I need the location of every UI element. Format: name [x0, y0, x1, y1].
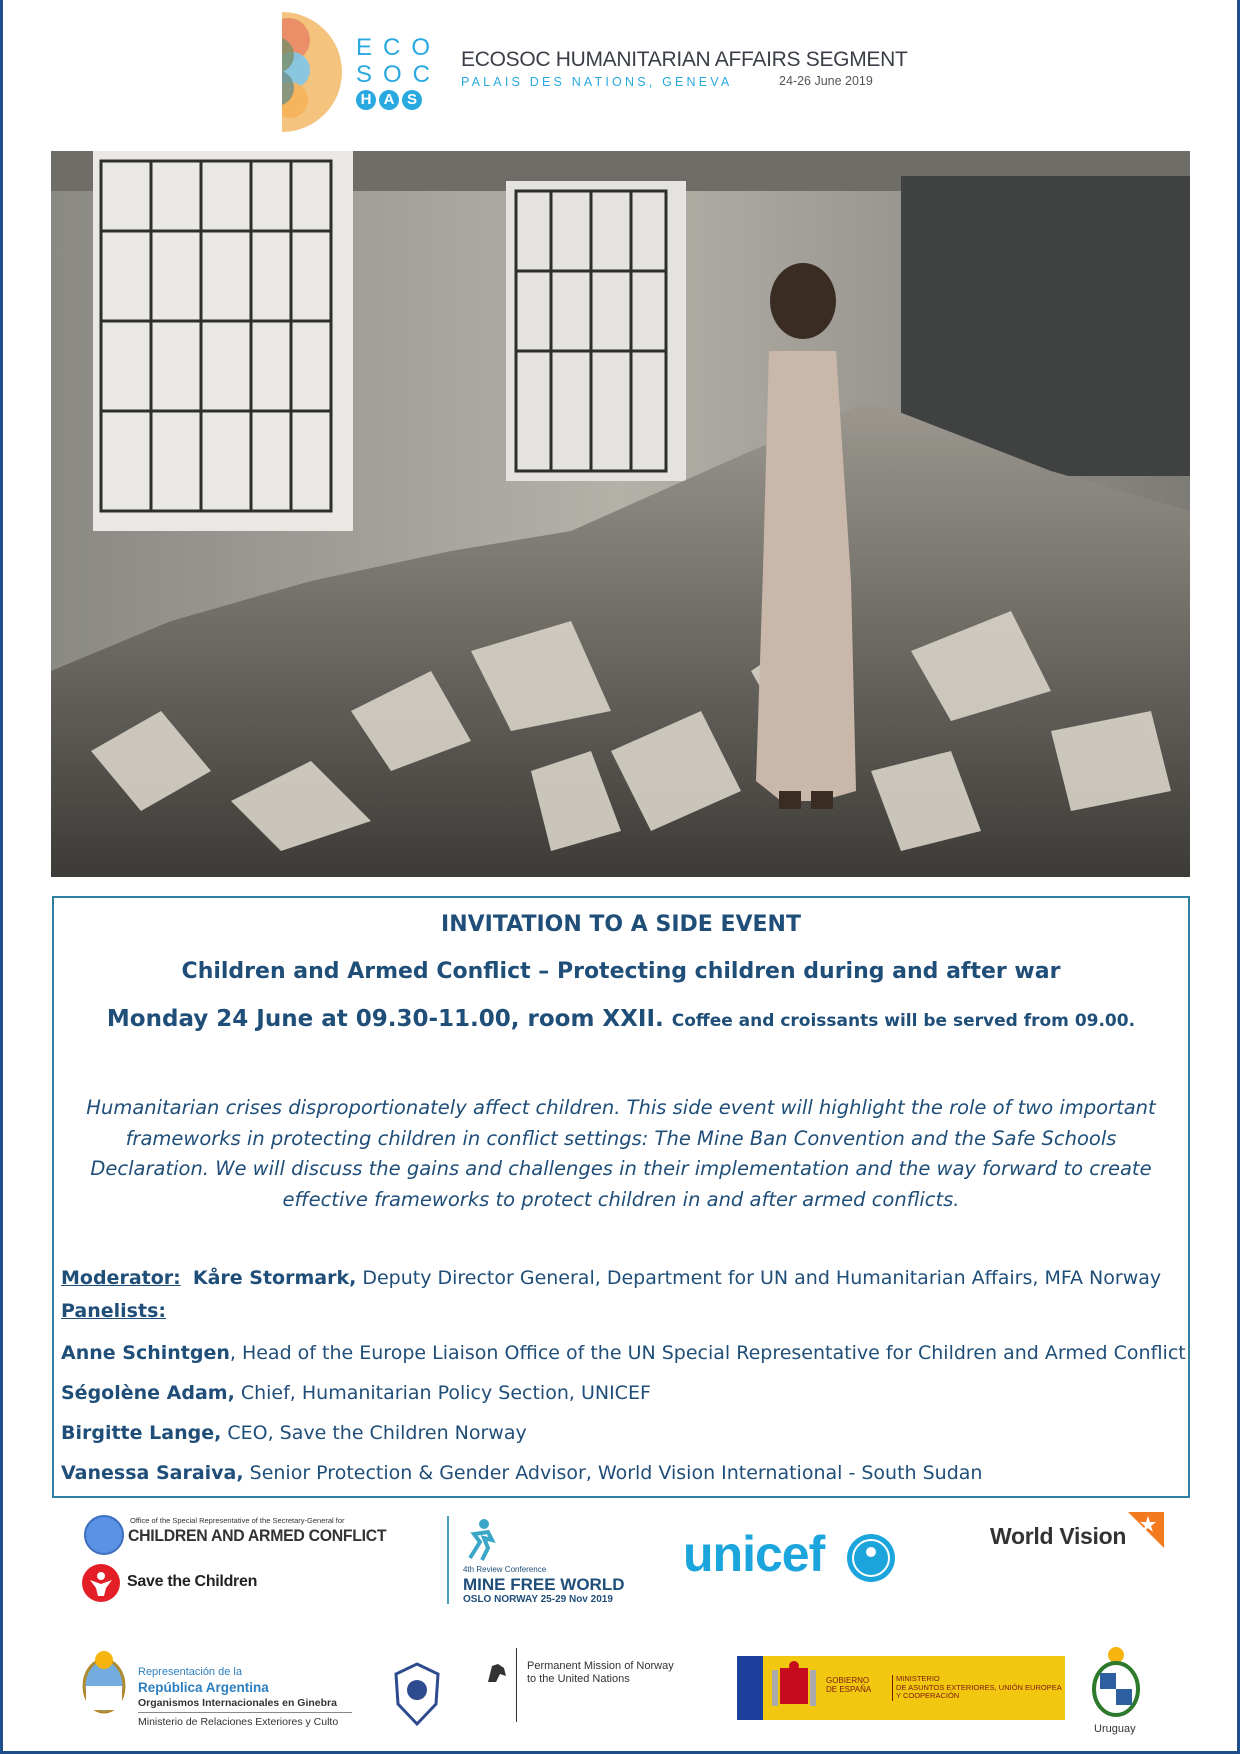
panelists-heading: [61, 1300, 166, 1322]
logo-has-s: S: [402, 90, 422, 110]
coffee-note: Coffee and croissants will be served from 09.00.: [671, 1011, 1136, 1031]
panelist-role: Senior Protection & Gender Advisor, World Vision International - South Sudan: [243, 1462, 983, 1484]
panelists-label: Panelists:: [61, 1300, 166, 1322]
spain-gob-line-2: DE ESPAÑA: [826, 1685, 872, 1694]
moderator-label: Moderator:: [61, 1267, 181, 1289]
panelist-name: Ségolène Adam,: [61, 1382, 235, 1404]
panelist-role: Chief, Humanitarian Policy Section, UNICEF: [234, 1382, 651, 1404]
logo-soc: SOC: [356, 61, 442, 88]
event-title: Children and Armed Conflict – Protecting children during and after war: [181, 959, 1061, 984]
hero-photo: [51, 151, 1190, 877]
argentina-divider: [138, 1712, 352, 1713]
logo-has: [356, 90, 436, 110]
un-emblem-icon: [84, 1515, 124, 1555]
logo-eco: ECO: [356, 34, 442, 61]
header-title: ECOSOC HUMANITARIAN AFFAIRS SEGMENT: [461, 48, 908, 71]
mfw-divider: [447, 1516, 449, 1604]
uruguay-label: Uruguay: [1094, 1723, 1136, 1735]
argentina-line-2: República Argentina: [138, 1680, 269, 1695]
panelist-role: , Head of the Europe Liaison Office of the UN Special Representative for Children and Armed Conflict: [229, 1342, 1186, 1364]
runner-icon: [462, 1518, 498, 1566]
spain-min-line-3: Y COOPERACIÓN: [896, 1691, 960, 1700]
ecosoc-logo-arc: [282, 0, 342, 145]
description-line: Humanitarian crises disproportionately affect children. This side event will highlight the role of two important: [86, 1096, 1156, 1119]
moderator-role: Deputy Director General, Department for UN and Humanitarian Affairs, MFA Norway: [356, 1267, 1162, 1289]
panelist-line: [61, 1342, 1186, 1364]
panelist-name: Birgitte Lange,: [61, 1422, 222, 1444]
mfw-subtitle: 4th Review Conference: [463, 1565, 547, 1574]
description-line: frameworks in protecting children in conflict settings: The Mine Ban Convention and the Safe Schools: [125, 1126, 1117, 1150]
header-subtitle: PALAIS DES NATIONS, GENEVA: [461, 75, 733, 89]
unicef-emblem-icon: [840, 1530, 902, 1590]
save-the-children-icon: [82, 1564, 120, 1602]
header-dates: 24-26 June 2019: [779, 74, 873, 88]
argentina-emblem-icon: [82, 1648, 126, 1722]
argentina-line-3: Organismos Internacionales en Ginebra: [138, 1697, 337, 1709]
event-date-time: Monday 24 June at 09.30-11.00, room XXII.: [106, 1006, 664, 1032]
caac-logo-text: CHILDREN AND ARMED CONFLICT: [128, 1526, 387, 1545]
eu-flag-icon: [737, 1656, 763, 1720]
save-the-children-logo: Save the Children: [127, 1573, 258, 1590]
norway-line-2: to the United Nations: [527, 1673, 630, 1685]
norway-lion-icon: [484, 1660, 510, 1690]
spain-min-line-2: DE ASUNTOS EXTERIORES, UNIÓN EUROPEA: [896, 1682, 1062, 1692]
panelist-name: Vanessa Saraiva,: [61, 1462, 244, 1484]
panelist-name: Anne Schintgen: [61, 1342, 230, 1364]
spain-ministerio: [892, 1675, 1062, 1701]
invitation-box: [52, 896, 1190, 1498]
panelist-role: CEO, Save the Children Norway: [221, 1422, 527, 1444]
panelist-line: [61, 1462, 982, 1484]
belgium-crest-icon: [390, 1660, 444, 1732]
logo-has-h: H: [356, 90, 376, 110]
description-line: effective frameworks to protect children in and after armed conflicts.: [282, 1187, 960, 1211]
event-when: [54, 1006, 1188, 1032]
argentina-line-1: Representación de la: [138, 1666, 242, 1678]
panelist-line: [61, 1382, 651, 1404]
event-description: [68, 1093, 1174, 1215]
ecosoc-logo-letters: [356, 34, 442, 110]
description-line: Declaration. We will discuss the gains and challenges in their implementation and the way forward to create: [90, 1157, 1152, 1180]
unicef-logo: unicef: [683, 1526, 825, 1582]
spain-min-line-1: MINISTERIO: [896, 1674, 940, 1683]
panelist-line: [61, 1422, 527, 1444]
norway-mission-logo: [527, 1660, 674, 1686]
mine-free-world-logo: MINE FREE WORLD: [463, 1575, 625, 1594]
uruguay-coat-of-arms-icon: [1088, 1645, 1144, 1725]
logo-has-a: A: [379, 90, 399, 110]
invitation-heading: INVITATION TO A SIDE EVENT: [441, 912, 801, 937]
norway-line-1: Permanent Mission of Norway: [527, 1660, 674, 1672]
moderator-line: [61, 1267, 1161, 1289]
mfw-date: OSLO NORWAY 25-29 Nov 2019: [463, 1594, 613, 1605]
spain-gob-line-1: GOBIERNO: [826, 1676, 870, 1685]
spain-coat-of-arms-icon: [770, 1660, 818, 1720]
world-vision-star-icon: [1128, 1512, 1164, 1552]
spain-gobierno: [826, 1676, 871, 1694]
norway-divider: [516, 1648, 517, 1722]
moderator-name: Kåre Stormark,: [192, 1267, 357, 1289]
argentina-line-4: Ministerio de Relaciones Exteriores y Culto: [138, 1716, 339, 1728]
caac-logo-small: Office of the Special Representative of the Secretary-General for: [130, 1516, 345, 1525]
world-vision-logo: World Vision: [990, 1523, 1127, 1549]
